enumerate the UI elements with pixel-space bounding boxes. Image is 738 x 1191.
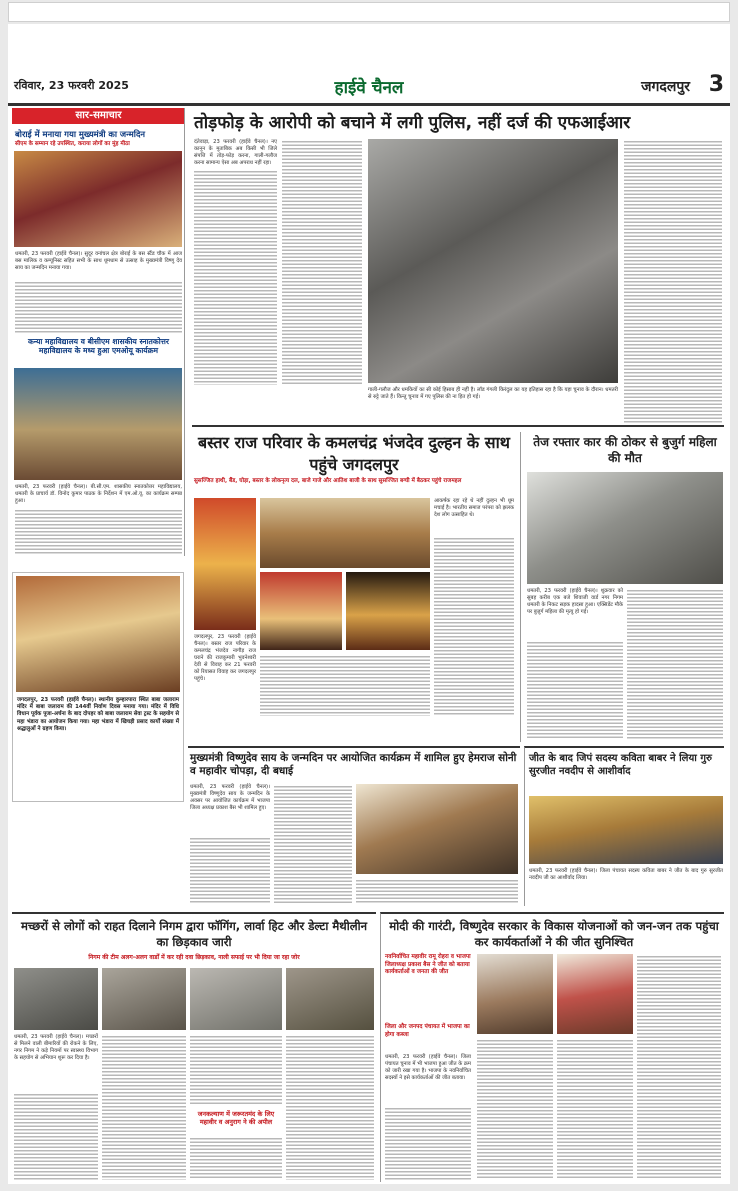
- story1-photo: [14, 151, 182, 247]
- fogging-photo-3: [190, 968, 282, 1030]
- bastar-subhead: सुसज्जित हाथी, बैंड, घोड़ा, बस्तर के लोकनृत्य दल, बाजे गाजे और आतिश बाजी के साथ सुसज्जित बग्घी में बैठकर पहुंचे राजमहल: [194, 478, 462, 484]
- bastar-photo-3: [260, 572, 342, 650]
- story1-body-continued: [15, 280, 182, 334]
- modi-body-col1: [385, 1106, 471, 1180]
- modi-story: [380, 912, 724, 1182]
- newspaper-name: हाईवे चैनल: [334, 78, 404, 98]
- bday-photo: [356, 784, 518, 874]
- bday-body: धमतरी, 23 फरवरी (हाईवे चैनल)। मुख्यमंत्री विष्णुदेव साय के जन्मदिन के अवसर पर आयोजित कार्यक्रम में भाजपा जिला अध्यक्ष प्रकाश बैस भी शामिल हुए।: [190, 784, 270, 811]
- story2-body-continued: [15, 508, 182, 554]
- jalaram-block: [12, 572, 184, 802]
- top-blank-strip: [8, 2, 730, 22]
- modi-bullet-2: जिला और जनपद पंचायत में भाजपा का होगा कब्जा: [385, 1024, 470, 1038]
- main-story-body-col3: [624, 139, 722, 423]
- jalaram-caption: जगदलपुर, 23 फरवरी (हाईवे चैनल)। स्थानीय कुम्हारपारा स्थित बाबा जलाराम मंदिर में बाबा जलाराम की 144वीं निर्वाण दिवस मनाया गया। मंदिर में विधि विधान पूर्वक पूजा-अर्चना के बाद दोपहर को बाबा जलाराम सेवा ट्रस्ट के सहयोग से महा भंडारा का आयोजन किया गया। महा भंडारा में खिचड़ी प्रसाद कार्यों संख्या में श्रद्धालुओं ने ग्रहण किया।: [17, 697, 179, 732]
- fogging-body-col4: [286, 1034, 374, 1180]
- fogging-photo-2: [102, 968, 186, 1030]
- page-number: 3: [708, 72, 724, 97]
- main-story-body-col2: [282, 139, 362, 385]
- story2-photo: [14, 368, 182, 480]
- main-story-body-col1: [194, 169, 277, 385]
- edition-city: जगदलपुर: [641, 79, 690, 95]
- jeet-body: धमतरी, 23 फरवरी (हाईवे चैनल)। जिला पंचायत सदस्य कविता बाबर ने जीत के बाद गुरु सुरजीत नवदीप जी का आशीर्वाद लिया।: [529, 868, 723, 881]
- fogging-body-col1: [14, 1092, 98, 1180]
- bday-body-col1: [190, 836, 270, 904]
- accident-body-col1: [527, 640, 623, 740]
- bastar-body: जगदलपुर, 23 फरवरी (हाईवे चैनल)। बस्तर राज परिवार के कमलचंद्र भंजदेव नागौड़ राज घराने की राजकुमारी भुवनेश्वरी देवी से विवाह कर 21 फरवरी को रियासत विवाह कर जगदलपुर पहुंचे।: [194, 634, 256, 682]
- bastar-photo-1: [194, 498, 256, 630]
- fogging-inset-headline: जनकल्याण में जरूरतमंद के लिए महावीर व अनुराग ने की अपील: [197, 1110, 275, 1127]
- bastar-body-continued: [260, 654, 430, 716]
- fogging-inset-body: [190, 1136, 282, 1180]
- story1-headline: बोराई में मनाया गया मुख्यमंत्री का जन्मदिन: [15, 129, 146, 139]
- masthead: [8, 72, 730, 106]
- section-label: सार-समाचार: [12, 108, 185, 124]
- bday-headline: मुख्यमंत्री विष्णुदेव साय के जन्मदिन पर आयोजित कार्यक्रम में शामिल हुए हेमराज सोनी व महावीर चोपड़ा, दी बधाई: [190, 752, 517, 777]
- bday-body-col2: [274, 784, 352, 904]
- accident-photo: [527, 472, 723, 584]
- fogging-photo-4: [286, 968, 374, 1030]
- fogging-subhead: निगम की टीम अलग-अलग वार्डों में कर रही दवा छिड़काव, नाली सफाई पर भी दिया जा रहा जोर: [88, 954, 300, 961]
- fogging-body-col2: [102, 1034, 186, 1180]
- fogging-body: धमतरी, 23 फरवरी (हाईवे चैनल)। मच्छरों से मिलने वाली बीमारियों की रोकने के लिए, नगर निगम ने कड़े नियमों पर स्वास्थ्य विभाग के सहयोग से अभियान शुरू कर दिया है।: [14, 1034, 98, 1061]
- modi-body: धमतरी, 23 फरवरी (हाईवे चैनल)। जिला पंचायत चुनाव में भी भाजपा हुआ जीत के क्रम को जारी रखा गया है। भाजपा के नवनिर्वाचित सदस्यों ने इसे कार्यकर्ताओं की जीत बताया।: [385, 1054, 471, 1081]
- bastar-story: [192, 496, 516, 742]
- story1-body: धमतरी, 23 फरवरी (हाईवे चैनल)। सुदूर वनांचल क्षेत्र बोराई के बस स्टैंड चौक में आज बस मालिक व कम्यूनिस्ट सहित सभी के साथ धूमधाम से उत्साह के मुख्यमंत्री विष्णु देव साय का जन्मदिन मनाया गया।: [15, 251, 182, 271]
- fogging-body-col3: [190, 1034, 282, 1106]
- jeet-photo: [529, 796, 723, 864]
- bday-body-col3: [356, 878, 518, 904]
- story2-headline: कन्या महाविद्यालय व बीसीएम शासकीय स्नातकोत्तर महाविद्यालय के मध्य हुआ एमओयू कार्यक्रम: [27, 337, 170, 356]
- story1-subhead: सीएम के सम्मान रहे उपस्थित, कराया लोगों का मुंह मीठा: [15, 141, 130, 147]
- modi-headline: मोदी की गारंटी, विष्णुदेव सरकार के विकास योजनाओं को जन-जन तक पहुंचा कर कार्यकर्ताओं ने की जीत सुनिश्चित: [389, 919, 719, 949]
- accident-body-col2: [627, 588, 723, 740]
- modi-photo-1: [477, 954, 553, 1034]
- main-story-caption: गाली-गलौज और धमकियों का सी कोई हिसाब ही नहीं है। लॉड गंगली किरंदुल का यह इतिहास रहा है कि यहा चुनाव के दौरान। धमतरी से रुट्टे जाते हैं। किन्तु चुनाव में गए पुलिस की ना हित हो गई।: [368, 387, 618, 400]
- bastar-body-col3: [434, 536, 514, 716]
- main-story-photo: [368, 139, 618, 383]
- modi-body-col2: [477, 1038, 553, 1180]
- bastar-caption: आकर्षक रहा रहे थे नहीं दुल्हन भी धूम मचाई है। भारतीय समाज परंपरा को झलक देश लोग उत्साहित थे।: [434, 498, 514, 518]
- accident-headline: तेज रफ्तार कार की ठोकर से बुजुर्ग महिला की मौत: [533, 435, 717, 465]
- main-story: [192, 137, 724, 427]
- jalaram-photo: [16, 576, 180, 692]
- fogging-headline: मच्छरों से लोगों को राहत दिलाने निगम द्वारा फॉगिंग, लार्वा हिट और डेल्टा मैथीलीन का छिड़काव जारी: [20, 919, 368, 949]
- jeet-headline: जीत के बाद जिपं सदस्य कविता बाबर ने लिया गुरु सुरजीत नवदीप से आशीर्वाद: [529, 753, 712, 777]
- left-column: [12, 108, 185, 556]
- modi-bullet-1: नवनिर्वाचित महावीर रामू रोहरा व भाजपा जिलाध्यक्ष प्रकाश बैस ने जीत को बताया कार्यकर्ताओं व जनता की जीत: [385, 954, 471, 976]
- accident-story: [520, 432, 724, 742]
- modi-body-col3: [557, 1038, 633, 1180]
- bastar-photo-2: [260, 498, 430, 568]
- bday-story: [188, 746, 520, 906]
- main-story-body: दंतेवाड़ा, 23 फरवरी (हाईवे चैनल)। नए कानून के मुताबिक अब किसी भी जिले संपत्ति में तोड़-फोड़ करना, गाली-गलौज करना सामान्य ऐसा अब अपराध नहीं रहा।: [194, 139, 277, 166]
- bastar-photo-4: [346, 572, 430, 650]
- modi-photo-2: [557, 954, 633, 1034]
- jeet-story: [524, 746, 724, 906]
- issue-date: रविवार, 23 फरवरी 2025: [14, 79, 129, 92]
- accident-body: धमतरी, 23 फरवरी (हाईवे चैनल)। शुक्रवार को सुबह करीब एक बजे शिवाजी वार्ड नगर निगम धमतरी के निकट सड़क हादसा हुआ। एक्सिडेंट मौके पर बुजुर्ग महिला की मृत्यु हो गई।: [527, 588, 623, 615]
- fogging-story: [12, 912, 376, 1182]
- story2-body: धमतरी, 23 फरवरी (हाईवे चैनल)। बी.सी.एम. शासकीय स्नातकोत्तर महाविद्यालय, धमतरी के प्राचार्य डॉ. विनोद कुमार पाठक के निर्देशन में एम.ओ.यू. का कार्यक्रम सम्पन्न हुआ।: [15, 484, 182, 504]
- main-headline: तोड़फोड़ के आरोपी को बचाने में लगी पुलिस, नहीं दर्ज की एफआईआर: [194, 113, 631, 133]
- modi-body-col4: [637, 954, 721, 1180]
- fogging-photo-1: [14, 968, 98, 1030]
- bastar-headline: बस्तर राज परिवार के कमलचंद्र भंजदेव दुल्हन के साथ पहुंचे जगदलपुर: [198, 433, 510, 474]
